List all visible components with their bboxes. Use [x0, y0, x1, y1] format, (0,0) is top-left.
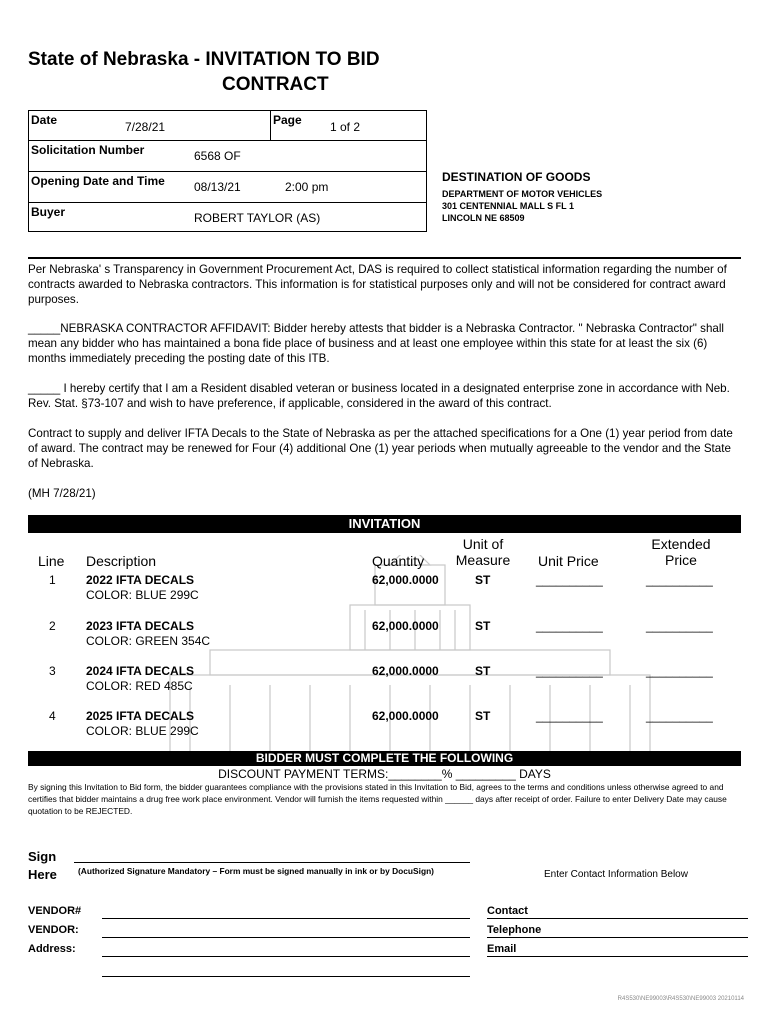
row-quantity: 62,000.0000 [372, 619, 439, 633]
opening-date: 08/13/21 [194, 180, 241, 194]
col-header-unit-of-measure [452, 536, 514, 568]
row-description: 2025 IFTA DECALS [86, 709, 195, 723]
buyer-label: Buyer [31, 205, 66, 219]
page-label: Page [273, 113, 302, 127]
address-label: Address: [28, 943, 76, 955]
row-color: COLOR: GREEN 354C [86, 634, 211, 648]
date-label: Date [31, 113, 58, 127]
here-label: Here [28, 867, 57, 882]
opening-row [29, 172, 426, 203]
address-field-line2[interactable] [102, 976, 470, 977]
row-color: COLOR: BLUE 299C [86, 724, 199, 738]
row-line-number: 1 [49, 573, 56, 587]
table-row [0, 619, 770, 663]
row-description: 2023 IFTA DECALS [86, 619, 195, 633]
destination-block [442, 170, 602, 224]
bidder-bar: BIDDER MUST COMPLETE THE FOLLOWING [28, 751, 741, 766]
opening-time: 2:00 pm [285, 180, 329, 194]
address-field-line1[interactable] [102, 956, 470, 957]
col-header-ext-line1: Extended [651, 536, 711, 552]
sign-here-label [28, 848, 57, 884]
col-header-description: Description [86, 553, 157, 569]
col-header-unit-line2: Measure [455, 552, 511, 568]
destination-line1: DEPARTMENT OF MOTOR VEHICLES [442, 189, 603, 199]
solicitation-value: 6568 OF [194, 149, 241, 163]
row-extended-price-field[interactable]: __________ [646, 709, 713, 723]
row-unit-price-field[interactable]: __________ [536, 709, 603, 723]
page-title-contract: CONTRACT [222, 74, 329, 95]
row-unit-price-field[interactable]: __________ [536, 664, 603, 678]
contract-description-paragraph: Contract to supply and deliver IFTA Decals to the State of Nebraska as per the attached specifications for a One (1) year period from date of award. The contract may be renewed for Four (4) additional One (1) year periods when mutually agreeable to the vendor and the State of Nebraska. [28, 427, 733, 470]
col-header-unit-line1: Unit of [462, 536, 504, 552]
vendor-name-field[interactable] [102, 937, 470, 938]
destination-heading: DESTINATION OF GOODS [442, 170, 591, 184]
contractor-affidavit-paragraph: _____NEBRASKA CONTRACTOR AFFIDAVIT: Bidder hereby attests that bidder is a Nebraska Contractor. " Nebraska Contractor" shall mean any bidder who has maintained a bona fide place of business and at least one employee within this state for at least the six (6) months immediately preceding the posting date of this ITB. [28, 322, 724, 365]
telephone-label: Telephone [487, 924, 542, 936]
header-info-box [28, 110, 427, 232]
opening-label: Opening Date and Time [31, 174, 165, 188]
contact-info-note: Enter Contact Information Below [544, 869, 688, 880]
invitation-bar: INVITATION [28, 515, 741, 533]
col-header-line: Line [38, 553, 65, 569]
row-uom: ST [475, 709, 491, 723]
row-extended-price-field[interactable]: __________ [646, 619, 713, 633]
row-line-number: 2 [49, 619, 56, 633]
email-field[interactable] [487, 956, 748, 957]
row-color: COLOR: BLUE 299C [86, 588, 199, 602]
contact-field[interactable] [487, 918, 748, 919]
discount-payment-terms-field[interactable]: DISCOUNT PAYMENT TERMS:________% _________ DAYS [218, 767, 551, 781]
contact-label: Contact [487, 905, 528, 917]
row-quantity: 62,000.0000 [372, 664, 439, 678]
row-description: 2022 IFTA DECALS [86, 573, 195, 587]
col-header-ext-line2: Price [665, 552, 697, 568]
line-items-table [0, 573, 770, 753]
sign-label: Sign [28, 849, 57, 864]
buyer-row [29, 203, 426, 231]
col-header-extended-price [646, 536, 716, 568]
col-header-unit-price: Unit Price [538, 553, 599, 569]
page-value: 1 of 2 [330, 120, 361, 134]
col-header-quantity: Quantity [372, 553, 425, 569]
destination-line2: 301 CENTENNIAL MALL S FL 1 [442, 201, 575, 211]
page-title: State of Nebraska - INVITATION TO BID [28, 49, 380, 70]
footer-document-code: R4S530\NE99003\R4S530\NE99003 20210114 [617, 996, 744, 1002]
table-row [0, 573, 770, 617]
row-color: COLOR: RED 485C [86, 679, 193, 693]
signature-line[interactable] [74, 862, 470, 863]
row-quantity: 62,000.0000 [372, 573, 439, 587]
date-row [29, 111, 426, 141]
buyer-value: ROBERT TAYLOR (AS) [194, 211, 321, 225]
row-extended-price-field[interactable]: __________ [646, 664, 713, 678]
telephone-field[interactable] [487, 937, 748, 938]
destination-line3: LINCOLN NE 68509 [442, 213, 525, 223]
row-description: 2024 IFTA DECALS [86, 664, 195, 678]
transparency-paragraph: Per Nebraska' s Transparency in Government Procurement Act, DAS is required to collect statistical information regarding the number of contracts awarded to Nebraska contractors. This information is for statistical purposes only and will not be considered for contract award purposes. [28, 263, 727, 306]
vendor-name-label: VENDOR: [28, 924, 79, 936]
table-row [0, 664, 770, 708]
vendor-number-label: VENDOR# [28, 905, 82, 917]
row-quantity: 62,000.0000 [372, 709, 439, 723]
row-unit-price-field[interactable]: __________ [536, 573, 603, 587]
row-uom: ST [475, 573, 491, 587]
signature-mandatory-note: (Authorized Signature Mandatory – Form must be signed manually in ink or by DocuSign) [78, 866, 434, 876]
divider [28, 257, 741, 259]
row-uom: ST [475, 664, 491, 678]
row-line-number: 3 [49, 664, 56, 678]
table-row [0, 709, 770, 753]
email-label: Email [487, 943, 517, 955]
compliance-fine-print: By signing this Invitation to Bid form, the bidder guarantees compliance with the provisions stated in this Invitation to Bid, agrees to the terms and conditions unless otherwise agreed to and certifies that bidder maintains a drug free work place environment. Vendor will furnish the items requested within ______ days after receipt of order. Failure to enter Delivery Date may cause quotation to be REJECTED. [28, 782, 727, 816]
row-unit-price-field[interactable]: __________ [536, 619, 603, 633]
row-extended-price-field[interactable]: __________ [646, 573, 713, 587]
veteran-certification-paragraph: _____ I hereby certify that I am a Resident disabled veteran or business located in a designated enterprise zone in accordance with Neb. Rev. Stat. §73-107 and wish to have preference, if applicable, considered in the award of this contract. [28, 382, 730, 410]
date-value: 7/28/21 [125, 120, 166, 134]
author-initials: (MH 7/28/21) [28, 487, 96, 500]
row-uom: ST [475, 619, 491, 633]
row-line-number: 4 [49, 709, 56, 723]
vendor-number-field[interactable] [102, 918, 470, 919]
solicitation-row [29, 141, 426, 172]
solicitation-label: Solicitation Number [31, 143, 145, 157]
